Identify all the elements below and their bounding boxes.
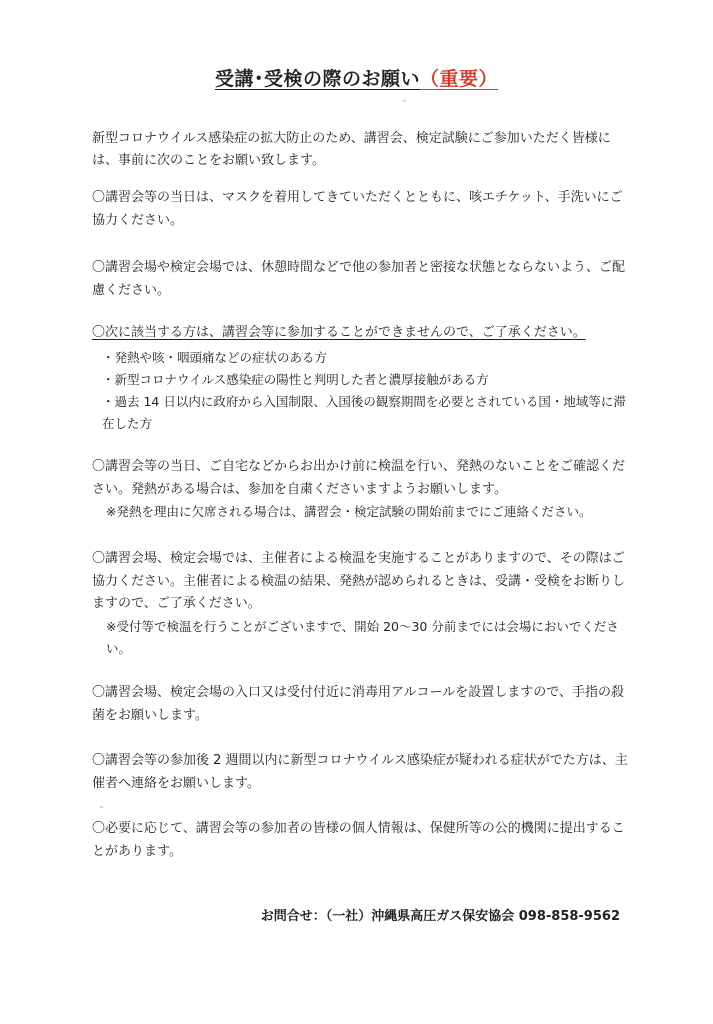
notice-item-post-symptoms (92, 750, 632, 795)
notice-item-home-temperature (92, 456, 632, 523)
list-item: ・過去 14 日以内に政府から入国制限、入国後の観察期間を必要とされている国・地域等に滞在した方 (102, 393, 626, 431)
scan-speck (100, 806, 103, 808)
intro-paragraph: 新型コロナウイルス感染症の拡大防止のため、講習会、検定試験にご参加いただく皆様には、事前に次のことをお願い致します。 (92, 131, 611, 168)
page-title (0, 66, 713, 92)
notice-note: ※発熱を理由に欠席される場合は、講習会・検定試験の開始前までにご連絡ください。 (106, 504, 592, 519)
notice-lead: 〇講習会等の当日は、マスクを着用してきていただくとともに、咳エチケット、手洗いにご協力ください。 (92, 190, 623, 228)
title-main: 受講･受検の際のお願い (214, 68, 420, 90)
title-important: （重要） (420, 68, 499, 90)
notice-lead: 〇講習会場や検定会場では、休憩時間などで他の参加者と密接な状態とならないよう、ご配慮ください。 (92, 260, 626, 298)
notice-note: ※受付等で検温を行うことがございますで、開始 20～30 分前までには会場においでください。 (106, 618, 619, 656)
ineligible-list (92, 347, 632, 435)
notice-item-distance (92, 257, 632, 302)
contact-info: お問合せ：（一社）沖縄県高圧ガス保安協会 098-858-9562 (260, 909, 620, 924)
notice-lead: 〇講習会等の参加後 2 週間以内に新型コロナウイルス感染症が疑われる症状がでた方は、主催者へ連絡をお願いします。 (92, 753, 628, 791)
notice-lead: 〇講習会場、検定会場の入口又は受付付近に消毒用アルコールを設置しますので、手指の殺菌をお願いします。 (92, 685, 624, 723)
notice-lead: 〇講習会場、検定会場では、主催者による検温を実施することがありますので、その際はご協力ください。主催者による検温の結果、発熱が認められるときは、受講・受検をお断りしますので、ご了承ください。 (92, 551, 626, 611)
list-item: ・新型コロナウイルス感染症の陽性と判明した者と濃厚接触がある方 (102, 371, 489, 387)
notice-item-mask (92, 187, 632, 232)
notice-item-venue-temperature (92, 548, 632, 660)
notice-lead: 〇講習会等の当日、ご自宅などからお出かけ前に検温を行い、発熱のないことをご確認ください。発熱がある場合は、参加を自粛くださいますようお願いします。 (92, 459, 626, 497)
notice-lead: 〇必要に応じて、講習会等の参加者の皆様の個人情報は、保健所等の公的機関に提出することがあります。 (92, 821, 625, 859)
list-item: ・発熱や咳・咽頭痛などの症状のある方 (102, 349, 328, 365)
scan-speck (403, 100, 406, 102)
notice-item-privacy (92, 818, 632, 863)
notice-item-disinfection (92, 682, 632, 727)
notice-lead: 〇次に該当する方は、講習会等に参加することができませんので、ご了承ください。 (92, 325, 586, 340)
notice-item-ineligible (92, 322, 632, 435)
